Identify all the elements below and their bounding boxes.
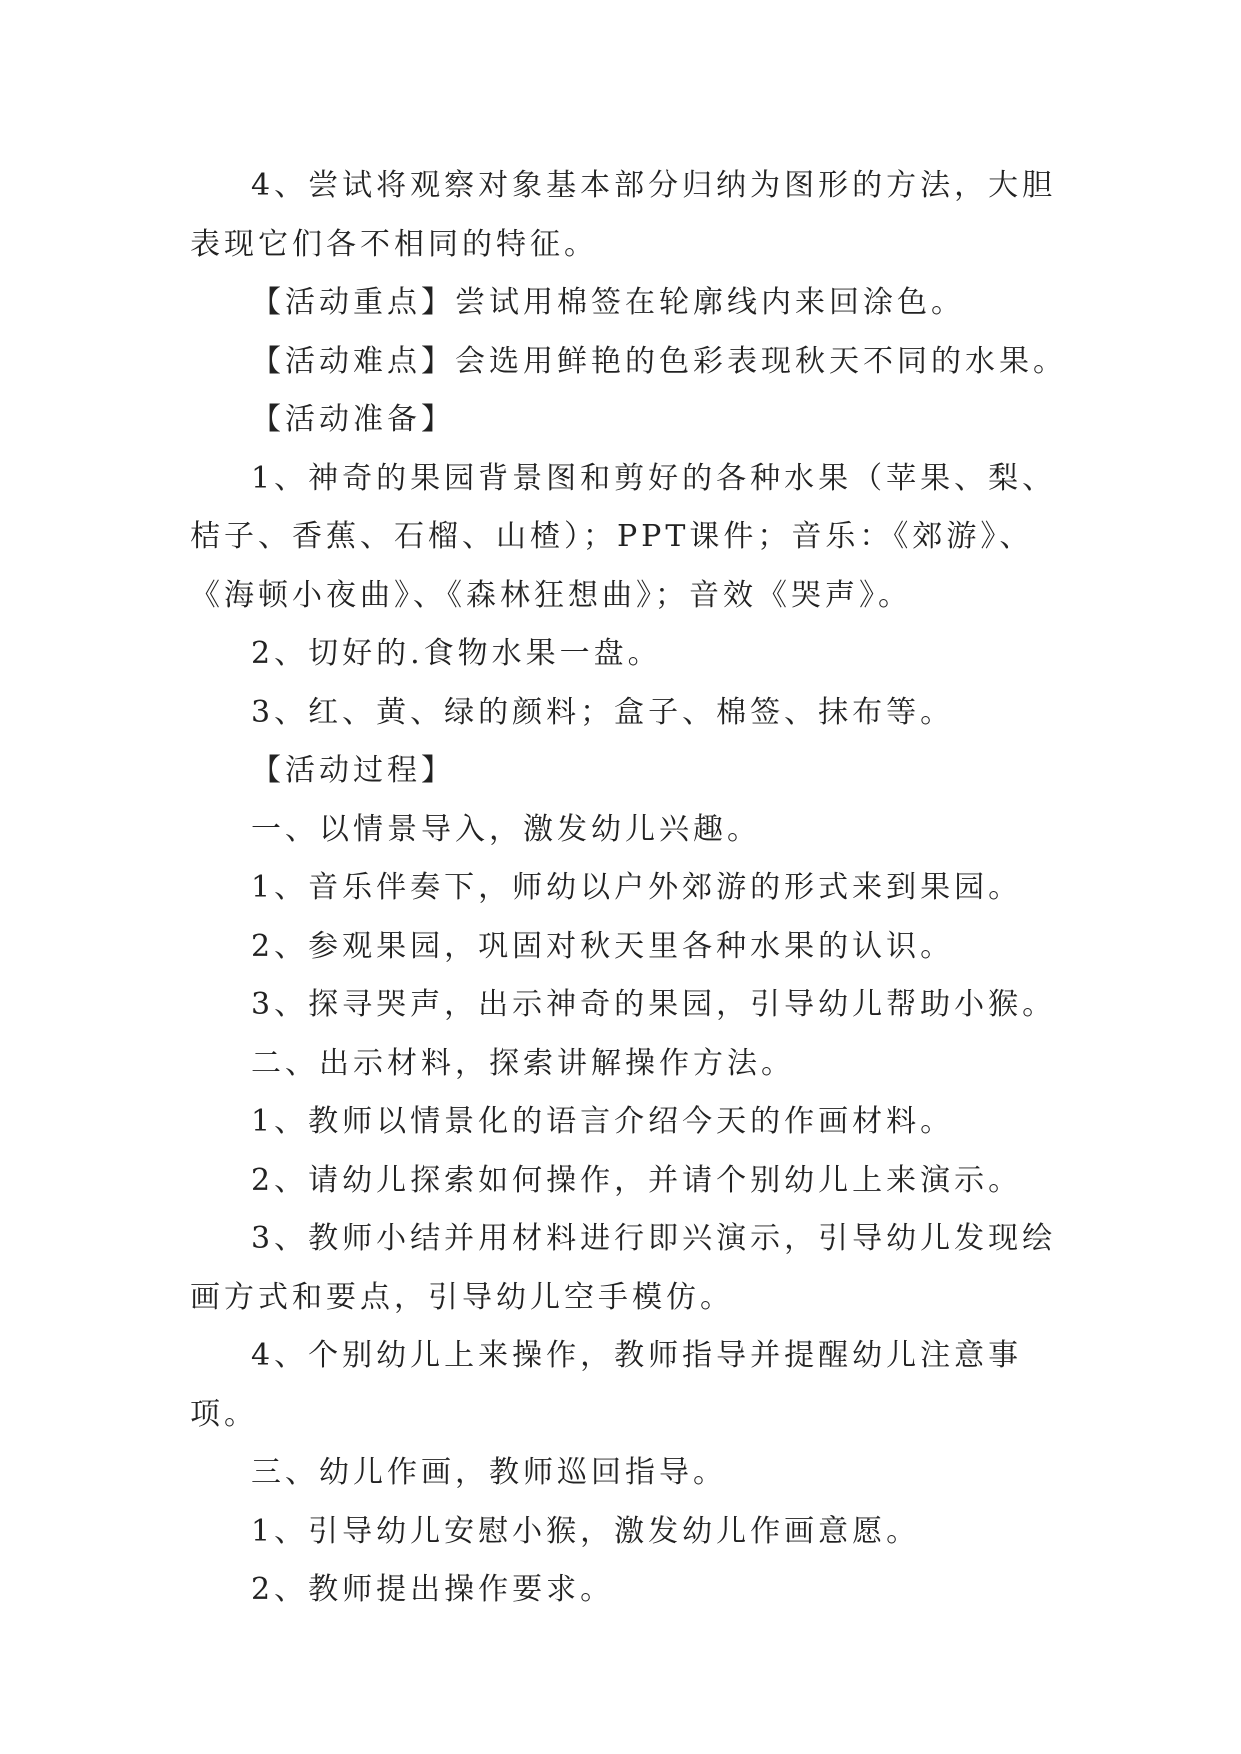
section-heading-2: 二、出示材料，探索讲解操作方法。 bbox=[251, 1045, 795, 1081]
paragraph-preparation-3: 3、红、黄、绿的颜料；盒子、棉签、抹布等。 bbox=[251, 694, 955, 730]
paragraph-step-3-2: 2、教师提出操作要求。 bbox=[251, 1572, 615, 1607]
paragraph-preparation-1: 1、神奇的果园背景图和剪好的各种水果（苹果、梨、桔子、香蕉、石榴、山楂）；PPT课件；音乐：《郊游》、《海顿小夜曲》、《森林狂想曲》；音效《哭声》。 bbox=[190, 460, 1057, 613]
heading-process: 【活动过程】 bbox=[251, 753, 455, 788]
paragraph-step-1-1: 1、音乐伴奏下，师幼以户外郊游的形式来到果园。 bbox=[251, 870, 1023, 905]
section-heading-1: 一、以情景导入，激发幼儿兴趣。 bbox=[251, 811, 761, 847]
section-heading-3: 三、幼儿作画，教师巡回指导。 bbox=[251, 1455, 727, 1490]
paragraph-step-1-2: 2、参观果园，巩固对秋天里各种水果的认识。 bbox=[251, 928, 955, 964]
paragraph-step-2-3: 3、教师小结并用材料进行即兴演示，引导幼儿发现绘画方式和要点，引导幼儿空手模仿。 bbox=[190, 1221, 1057, 1315]
paragraph-step-2-4: 4、个别幼儿上来操作，教师指导并提醒幼儿注意事项。 bbox=[190, 1338, 1023, 1432]
paragraph-step-2-2: 2、请幼儿探索如何操作，并请个别幼儿上来演示。 bbox=[251, 1162, 1023, 1198]
paragraph-goal-4: 4、尝试将观察对象基本部分归纳为图形的方法，大胆表现它们各不相同的特征。 bbox=[190, 168, 1057, 262]
heading-preparation: 【活动准备】 bbox=[251, 402, 455, 437]
paragraph-key-point: 【活动重点】尝试用棉签在轮廓线内来回涂色。 bbox=[251, 285, 965, 320]
document-body bbox=[190, 157, 1070, 1620]
paragraph-preparation-2: 2、切好的.食物水果一盘。 bbox=[251, 636, 662, 671]
paragraph-step-2-1: 1、教师以情景化的语言介绍今天的作画材料。 bbox=[251, 1104, 955, 1139]
paragraph-step-1-3: 3、探寻哭声，出示神奇的果园，引导幼儿帮助小猴。 bbox=[251, 987, 1057, 1022]
paragraph-step-3-1: 1、引导幼儿安慰小猴，激发幼儿作画意愿。 bbox=[251, 1513, 921, 1549]
paragraph-difficulty: 【活动难点】会选用鲜艳的色彩表现秋天不同的水果。 bbox=[251, 343, 1067, 379]
